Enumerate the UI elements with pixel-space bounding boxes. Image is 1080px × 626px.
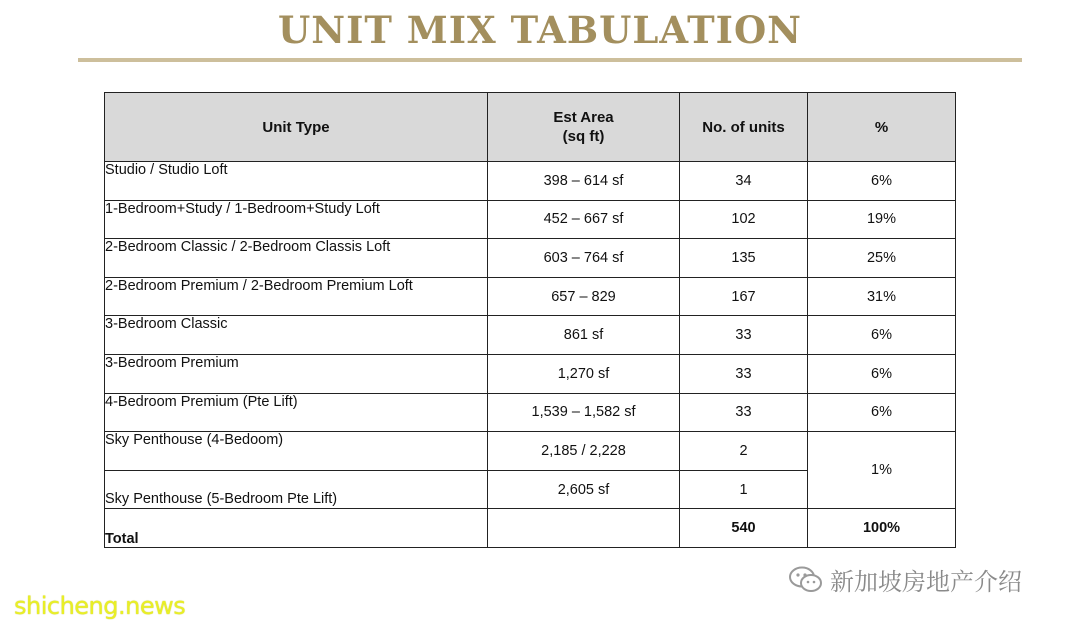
title-divider (78, 58, 1022, 62)
cell-unit-type: 3-Bedroom Classic (105, 316, 488, 355)
cell-area: 1,539 – 1,582 sf (488, 393, 680, 432)
header-units: No. of units (680, 93, 808, 162)
table-row (105, 200, 956, 239)
cell-unit-type: 4-Bedroom Premium (Pte Lift) (105, 393, 488, 432)
unit-mix-table (104, 92, 956, 548)
table-row (105, 277, 956, 316)
header-est-area (488, 93, 680, 162)
table-row (105, 239, 956, 278)
cell-unit-type: Studio / Studio Loft (105, 162, 488, 201)
cell-units: 135 (680, 239, 808, 278)
header-percent: % (808, 93, 956, 162)
cell-area: 861 sf (488, 316, 680, 355)
cell-area: 657 – 829 (488, 277, 680, 316)
cell-area: 2,605 sf (488, 470, 680, 509)
wechat-watermark-text: 新加坡房地产介绍 (830, 568, 1022, 596)
cell-unit-type: 2-Bedroom Classic / 2-Bedroom Classis Loft (105, 239, 488, 278)
cell-percent: 19% (808, 200, 956, 239)
cell-area: 398 – 614 sf (488, 162, 680, 201)
header-est-area-line1: Est Area (553, 109, 614, 126)
cell-total-percent: 100% (808, 509, 956, 548)
table-header-row (105, 93, 956, 162)
cell-area: 1,270 sf (488, 354, 680, 393)
cell-units: 167 (680, 277, 808, 316)
cell-percent: 25% (808, 239, 956, 278)
wechat-watermark (788, 562, 1022, 597)
cell-percent: 6% (808, 316, 956, 355)
cell-units: 33 (680, 316, 808, 355)
cell-unit-type: Sky Penthouse (5-Bedroom Pte Lift) (105, 470, 488, 509)
cell-units: 102 (680, 200, 808, 239)
cell-units: 34 (680, 162, 808, 201)
cell-unit-type: Sky Penthouse (4-Bedoom) (105, 432, 488, 471)
cell-area: 452 – 667 sf (488, 200, 680, 239)
table-row-penthouse-4br (105, 432, 956, 471)
cell-unit-type: 1-Bedroom+Study / 1-Bedroom+Study Loft (105, 200, 488, 239)
cell-total-label: Total (105, 509, 488, 548)
cell-units: 33 (680, 354, 808, 393)
cell-percent: 31% (808, 277, 956, 316)
page-title: UNIT MIX TABULATION (277, 8, 802, 52)
cell-units: 1 (680, 470, 808, 509)
header-unit-type: Unit Type (105, 93, 488, 162)
cell-percent-penthouse: 1% (808, 432, 956, 509)
header-est-area-line2: (sq ft) (562, 128, 605, 145)
cell-area: 603 – 764 sf (488, 239, 680, 278)
cell-units: 2 (680, 432, 808, 471)
table-row (105, 393, 956, 432)
table-total-row (105, 509, 956, 548)
table-row (105, 162, 956, 201)
table-row (105, 316, 956, 355)
cell-percent: 6% (808, 162, 956, 201)
cell-units: 33 (680, 393, 808, 432)
cell-total-area (488, 509, 680, 548)
cell-area: 2,185 / 2,228 (488, 432, 680, 471)
cell-unit-type: 2-Bedroom Premium / 2-Bedroom Premium Loft (105, 277, 488, 316)
wechat-icon (788, 565, 824, 595)
cell-total-units: 540 (680, 509, 808, 548)
cell-percent: 6% (808, 393, 956, 432)
site-watermark: shicheng.news (14, 592, 186, 620)
table-row (105, 354, 956, 393)
cell-percent: 6% (808, 354, 956, 393)
cell-unit-type: 3-Bedroom Premium (105, 354, 488, 393)
